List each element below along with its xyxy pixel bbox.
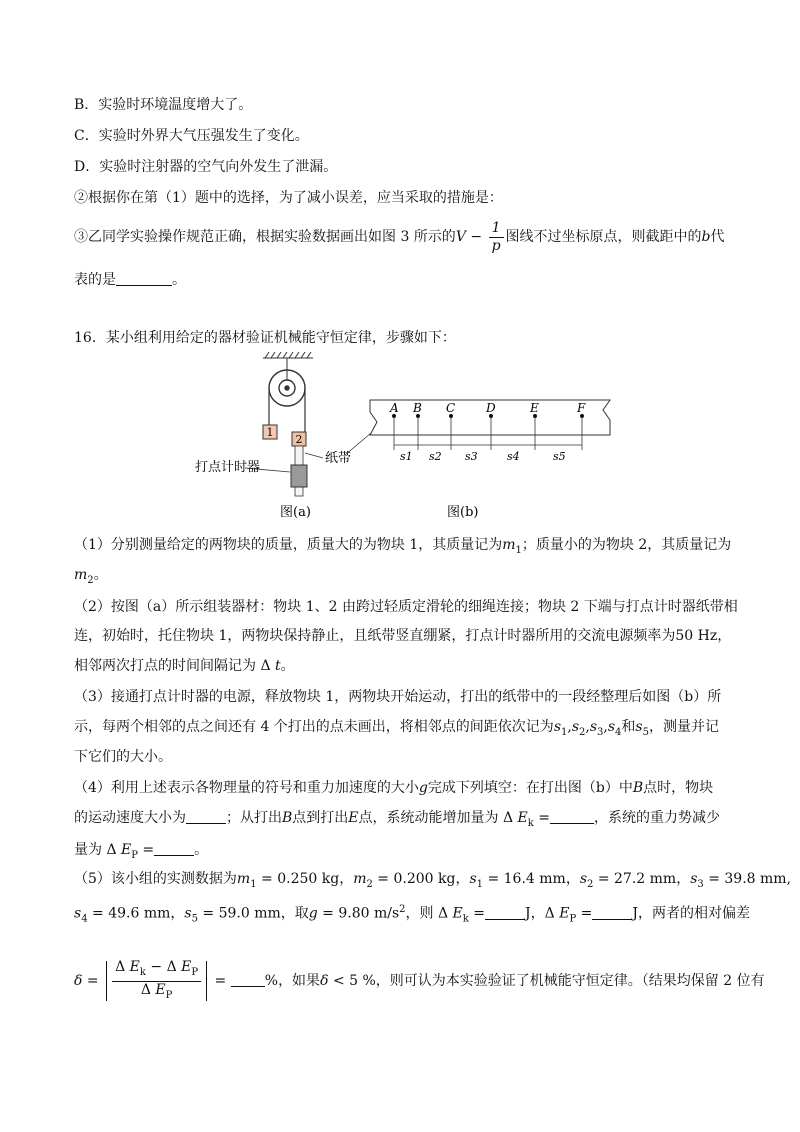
- var-g-b: g: [308, 905, 318, 922]
- option-b: B．实验时环境温度增大了。: [74, 97, 253, 113]
- m1-value: = 0.250 kg: [256, 871, 340, 887]
- p2-comma: ，: [717, 628, 732, 644]
- p4-text-a: （4）利用上述表示各物理量的符号和重力加速度的大小: [74, 780, 419, 796]
- question-3-line2: [74, 270, 186, 290]
- sub-k-b: k: [462, 913, 469, 925]
- part-2-line2: [74, 626, 731, 646]
- q3-pre: ③乙同学实验操作规范正确，根据实验数据画出如图 3 所示的: [74, 229, 456, 245]
- sep-4: ，: [676, 871, 691, 887]
- sub-s4-b: 4: [81, 913, 88, 925]
- deviation-fraction: [112, 959, 201, 1004]
- sep-3: ，: [565, 871, 580, 887]
- sub-k: k: [527, 817, 534, 829]
- E-2: E: [181, 958, 192, 975]
- equals-3: =: [468, 905, 486, 922]
- ek-blank[interactable]: [550, 809, 594, 824]
- sub-s5-b: 5: [191, 913, 198, 925]
- var-Ep-b: E: [559, 905, 570, 922]
- gap-s4: s4: [507, 450, 520, 463]
- part-5-line2: [74, 900, 750, 929]
- timer-label: 打点计时器: [195, 460, 261, 475]
- sub-p-d: P: [165, 989, 173, 1001]
- part-1: [74, 535, 731, 561]
- var-m2-b: m: [353, 871, 367, 887]
- unit-J-2: J: [632, 905, 638, 922]
- gap-s1: s1: [400, 450, 413, 463]
- minus: −: [465, 229, 487, 245]
- block-2-label: 2: [295, 433, 303, 446]
- option-c: C．实验时外界大气压强发生了变化。: [74, 128, 309, 144]
- p4-text-h: ，系统的重力势减少: [594, 810, 721, 826]
- var-Ep: E: [121, 842, 132, 858]
- caption-b: 图(b): [447, 505, 479, 520]
- p4-text-f: 点到打出: [292, 810, 349, 826]
- apparatus-figure: [185, 350, 625, 525]
- caption-a: 图(a): [280, 505, 311, 520]
- part-3-line1: （3）接通打点计时器的电源，释放物块 1，两物块开始运动，打出的纸带中的一段经整理后如图（b）所: [74, 689, 722, 705]
- label-A: A: [390, 401, 399, 415]
- minus-delta: − Δ: [145, 958, 182, 975]
- var-B: B: [632, 780, 644, 796]
- var-s4-b: s: [74, 905, 82, 922]
- ep-value-blank[interactable]: [592, 905, 632, 920]
- part-3-line3: 下它们的大小。: [74, 749, 172, 765]
- ceiling-hatch: [263, 352, 313, 380]
- p4-text-g: 点，系统动能增加量为 Δ: [358, 810, 518, 826]
- sub-s1: 1: [561, 726, 568, 738]
- var-delta-2: δ: [320, 973, 329, 989]
- p2-text-3: 相邻两次打点的时间间隔记为 Δ: [74, 658, 276, 674]
- label-D: D: [486, 401, 496, 415]
- E-1: E: [129, 958, 140, 975]
- s2-value: = 27.2 mm: [593, 871, 677, 887]
- comma-5: ,: [786, 871, 792, 887]
- s1-value: = 16.4 mm: [483, 871, 566, 887]
- part-1-line2: [74, 565, 108, 591]
- deviation-num: [112, 959, 201, 982]
- block-1-label: 1: [266, 426, 274, 439]
- g-value: = 9.80 m/s: [317, 905, 400, 922]
- p1-text-b: ；质量小的为物块 2，其质量记为: [521, 537, 732, 553]
- q3-post2: 代: [710, 229, 725, 245]
- label-B: B: [413, 401, 422, 415]
- var-g: g: [418, 780, 428, 796]
- p4-text-b: 完成下列填空：在打出图（b）中: [427, 780, 633, 796]
- var-Ek-b: E: [452, 905, 463, 922]
- equals-4: =: [576, 905, 593, 922]
- p4-text-i: 量为 Δ: [74, 842, 122, 858]
- ep-blank[interactable]: [154, 841, 194, 856]
- var-Ek: E: [517, 810, 528, 826]
- sep-6: ，: [530, 905, 545, 922]
- p5-text-d: ，两者的相对偏差: [638, 905, 750, 922]
- s4-value: = 49.6 mm: [87, 905, 171, 922]
- ticker-timer: [291, 465, 307, 487]
- sep-1: ，: [339, 871, 354, 887]
- m2-value: = 0.200 kg: [372, 871, 456, 887]
- question-16-title: 16．某小组利用给定的器材验证机械能守恒定律，步骤如下：: [74, 330, 456, 346]
- s3-value: = 39.8 mm: [703, 871, 787, 887]
- delta-sign: Δ: [544, 905, 560, 922]
- comma-2: ,: [585, 719, 590, 735]
- var-s1-b: s: [469, 871, 477, 887]
- part-5-line1: [74, 869, 791, 895]
- var-t: t: [275, 658, 281, 674]
- gap-s2: s2: [429, 450, 442, 463]
- less-than-5: < 5 %: [328, 973, 376, 989]
- sub-s4: 4: [615, 726, 622, 738]
- var-s1: s: [553, 719, 561, 735]
- var-s3-b: s: [690, 871, 698, 887]
- sub-s1-b: 1: [476, 878, 484, 890]
- var-m2: m: [74, 567, 88, 583]
- p5-text-a: （5）该小组的实测数据为: [74, 871, 237, 887]
- deviation-den: [112, 982, 201, 1004]
- part-3-line2: [74, 717, 719, 743]
- comma-1: ,: [567, 719, 572, 735]
- velocity-blank[interactable]: [186, 809, 226, 824]
- p6-text-c: ，则可认为本实验验证了机械能守恒定律。（结果均保留 2 位有: [375, 973, 765, 989]
- var-s3: s: [589, 719, 598, 735]
- comma-3: ,: [603, 719, 608, 735]
- equals-5: =: [82, 973, 104, 989]
- sub-1: 1: [515, 544, 522, 556]
- unit-J-1: J: [525, 905, 531, 922]
- option-d: D．实验时注射器的空气向外发生了泄漏。: [74, 159, 338, 175]
- part-4-line3: [74, 840, 208, 866]
- question-2: ②根据你在第（1）题中的选择，为了减小误差，应当采取的措施是：: [74, 190, 503, 206]
- var-delta: δ: [74, 973, 83, 989]
- sep-2: ，: [455, 871, 470, 887]
- var-s2: s: [571, 719, 580, 735]
- q3-line2: 表的是: [74, 272, 116, 288]
- s5-value: = 59.0 mm: [197, 905, 281, 922]
- var-s2-b: s: [579, 871, 588, 887]
- p1-text-a: （1）分别测量给定的两物块的质量，质量大的为物块 1，其质量记为: [74, 537, 503, 553]
- tape-label: 纸带: [325, 451, 352, 466]
- dE-1: Δ: [115, 958, 130, 975]
- part-4-line1: [74, 778, 713, 798]
- p1-end: 。: [93, 567, 108, 583]
- sub-s3-b: 3: [697, 878, 704, 890]
- and-word: 和: [621, 719, 636, 735]
- label-C: C: [446, 401, 456, 415]
- sub-p-c: P: [191, 966, 199, 978]
- p2-end: 。: [280, 658, 295, 674]
- sub-s2-b: 2: [587, 878, 594, 890]
- p2-text: 连，初始时，托住物块 1，两物块保持静止，且纸带竖直绷紧，打点计时器所用的交流电源频率为: [74, 628, 676, 644]
- sub-s3: 3: [597, 726, 604, 738]
- E-3: E: [155, 981, 166, 998]
- sub-m2: 2: [366, 878, 373, 890]
- dE-2: Δ: [140, 981, 156, 998]
- equals-2: =: [137, 842, 155, 858]
- relative-deviation-line: [74, 956, 765, 1006]
- equals-6: =: [210, 973, 231, 989]
- question-3: [74, 219, 725, 255]
- sup-2: 2: [399, 904, 406, 915]
- sub-2: 2: [87, 574, 94, 586]
- frac-den: p: [491, 237, 501, 254]
- sub-s5: 5: [642, 726, 649, 738]
- sub-m1: 1: [250, 878, 257, 890]
- answer-blank[interactable]: [116, 271, 172, 286]
- p4-text-e: ；从打出: [226, 810, 282, 826]
- p3-text: 示，每两个相邻的点之间还有 4 个打出的点未画出，将相邻点的间距依次记为: [74, 719, 554, 735]
- frac-num: 1: [489, 220, 504, 238]
- var-m1-b: m: [236, 871, 251, 887]
- q3-post1: 图线不过坐标原点，则截距中的: [505, 229, 702, 245]
- p4-end: 。: [194, 842, 209, 858]
- q3-end: 。: [172, 272, 186, 288]
- var-s5: s: [635, 719, 643, 735]
- var-E: E: [348, 810, 359, 826]
- label-E: E: [530, 401, 539, 415]
- part-2-line1: （2）按图（a）所示组装器材：物块 1、2 由跨过轻质定滑轮的细绳连接；物块 2 下端与打点计时器纸带相: [74, 599, 738, 615]
- var-s5-b: s: [184, 905, 192, 922]
- percent: %: [264, 973, 279, 989]
- sub-s2: 2: [579, 726, 586, 738]
- var-B2: B: [282, 810, 293, 826]
- p4-text-c: 点时，物块: [643, 780, 714, 796]
- var-s4: s: [607, 719, 616, 735]
- label-F: F: [577, 401, 586, 415]
- fraction-1-over-p: [489, 220, 504, 255]
- frequency-value: 50 Hz: [675, 628, 718, 644]
- sub-k-c: k: [139, 966, 146, 978]
- delta-blank[interactable]: [231, 972, 265, 987]
- var-m1: m: [502, 537, 516, 553]
- var-V: V: [455, 229, 466, 245]
- var-b: b: [701, 229, 711, 245]
- part-4-line2: [74, 808, 720, 834]
- abs-bar-right: [206, 961, 207, 1001]
- equals-1: =: [533, 810, 551, 826]
- gap-s3: s3: [465, 450, 478, 463]
- p3-text-b: ，测量并记: [648, 719, 719, 735]
- abs-bar-left: [106, 961, 107, 1001]
- sub-P-b: P: [569, 913, 577, 925]
- part-2-line3: [74, 656, 295, 676]
- gap-s5: s5: [553, 450, 566, 463]
- ek-value-blank[interactable]: [485, 905, 525, 920]
- p4-text-d: 的运动速度大小为: [74, 810, 186, 826]
- sep-5: ，: [170, 905, 185, 922]
- p5-text-c: ，则 Δ: [405, 905, 453, 922]
- p5-text-b: ，取: [280, 905, 309, 922]
- sub-P: P: [131, 849, 138, 861]
- p6-text-b: ，如果: [278, 973, 321, 989]
